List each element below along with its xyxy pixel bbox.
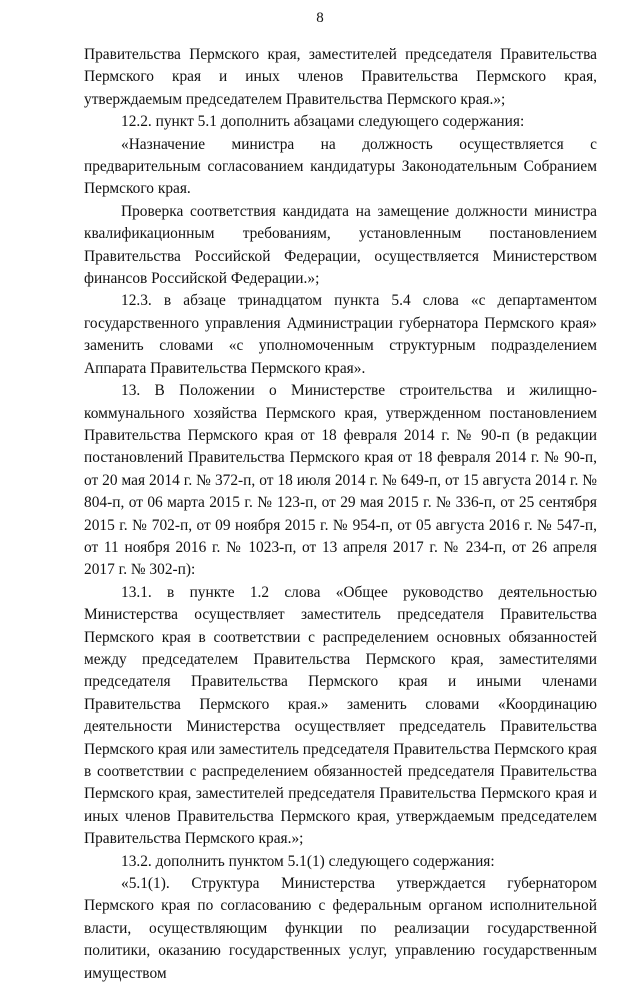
paragraph-qualification-check: Проверка соответствия кандидата на замещение должности министра квалификационным требованиям, установленным постановлением Правительства Российской Федерации, осуществляется Министерством финансов Российской Федерации.»; bbox=[84, 202, 597, 288]
paragraph-13: 13. В Положении о Министерстве строительства и жилищно-коммунального хозяйства Пермского края, утвержденном постановлением Правительства Пермского края от 18 февраля 2014 г. № 90-п (в редакции постановлений Правительства Пермского края от 18 февраля 2014 г. № 90-п, от 20 мая 2014 г. № 372-п, от 18 июля 2014 г. № 649-п, от 15 августа 2014 г. № 804-п, от 06 марта 2015 г. № 123-п, от 29 мая 2015 г. № 336-п, от 25 сентября 2015 г. № 702-п, от 09 ноября 2015 г. № 954-п, от 05 августа 2016 г. № 547-п, от 11 ноября 2016 г. № 1023-п, от 13 апреля 2017 г. № 234-п, от 26 апреля 2017 г. № 302-п): bbox=[84, 382, 597, 579]
document-body bbox=[84, 44, 597, 985]
paragraph-5-1-1: «5.1(1). Структура Министерства утверждается губернатором Пермского края по согласованию с федеральным органом исполнительной власти, осуществляющим функции по реализации государственной политики, оказанию государственных услуг, управлению государственным имуществом bbox=[84, 875, 597, 982]
paragraph-continuation: Правительства Пермского края, заместителей председателя Правительства Пермского края и иных членов Правительства Пермского края, утверждаемым председателем Правительства Пермского края.»; bbox=[84, 46, 597, 108]
paragraph-12-2: 12.2. пункт 5.1 дополнить абзацами следующего содержания: bbox=[121, 113, 525, 131]
paragraph-12-3: 12.3. в абзаце тринадцатом пункта 5.4 слова «с департаментом государственного управления Администрации губернатора Пермского края» заменить словами «с уполномоченным структурным подразделением Аппарата Правительства Пермского края». bbox=[84, 292, 597, 377]
paragraph-13-1: 13.1. в пункте 1.2 слова «Общее руководство деятельностью Министерства осуществляет заместитель председателя Правительства Пермского края в соответствии с распределением основных обязанностей между председателем Правительства Пермского края, заместителями председателя Правительства Пермского края и иными членами Правительства Пермского края.» заменить словами «Координацию деятельности Министерства осуществляет председатель Правительства Пермского края или заместитель председателя Правительства Пермского края в соответствии с распределением обязанностей председателя Правительства Пермского края, заместителей председателя Правительства Пермского края и иных членов Правительства Пермского края, утверждаемым председателем Правительства Пермского края.»; bbox=[84, 583, 597, 848]
paragraph-appointment: «Назначение министра на должность осуществляется с предварительным согласованием кандидатуры Законодательным Собранием Пермского края. bbox=[84, 135, 597, 198]
paragraph-13-2: 13.2. дополнить пунктом 5.1(1) следующего содержания: bbox=[121, 852, 495, 870]
page-number: 8 bbox=[316, 10, 324, 26]
